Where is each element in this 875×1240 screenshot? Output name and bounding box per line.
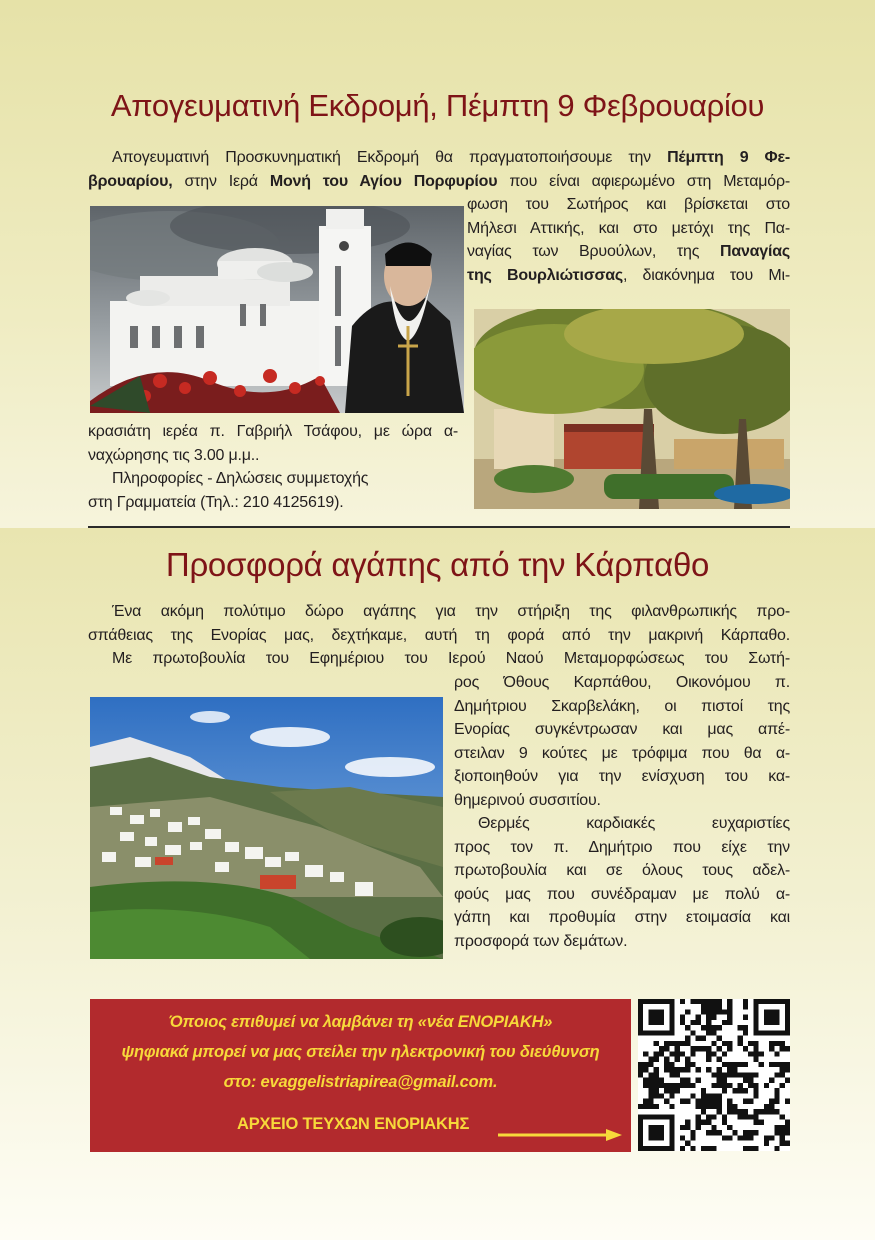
karpathos-village-photo: [90, 697, 443, 959]
text-line: προσφορά των δεμάτων.: [454, 932, 628, 950]
monastery-photo: [90, 206, 464, 413]
text-line: βρουαρίου, στην Ιερά Μονή του Αγίου Πορφυρίου που είναι αφιερωμένο στη Μεταμόρ-: [88, 172, 790, 190]
text-line: ξιοποιηθούν για την ενίσχυση του κα-: [454, 768, 790, 785]
arrow-right-icon[interactable]: [498, 1127, 622, 1143]
text-line: προς τον π. Δημήτριο που είχε την: [454, 838, 790, 856]
banner-line-2: ψηφιακά μπορεί να μας στείλει την ηλεκτρονική του διεύθυνση: [121, 1043, 600, 1061]
text-line: Πληροφορίες - Δηλώσεις συμμετοχής: [112, 470, 369, 487]
section1-intro: [88, 146, 790, 193]
text-line: στη Γραμματεία (Τηλ.: 210 4125619).: [88, 493, 344, 511]
text-line: ναχώρησης τις 3.00 μ.μ..: [88, 446, 260, 464]
text-line: Δημήτριου Σκαρβελάκη, οι πιστοί της: [454, 697, 790, 715]
text-line: θημερινού συσσιτίου.: [454, 791, 601, 809]
text-line: φούς μας που συνέδραμαν με πολύ α-: [454, 885, 790, 903]
text-line: Ενορίας συγκέντρωσαν και μας απέ-: [454, 721, 790, 738]
text-line: γάπη και προθυμία στην ετοιμασία και: [454, 909, 790, 926]
text-line: Μήλεσι Αττικής, και στο μετόχι της Πα-: [467, 219, 790, 237]
section2-right-column: [454, 671, 790, 953]
text-line: Θερμές καρδιακές ευχαριστίες: [478, 815, 790, 832]
archive-link[interactable]: ΑΡΧΕΙΟ ΤΕΥΧΩΝ ΕΝΟΡΙΑΚΗΣ: [237, 1115, 470, 1133]
text-line: πρωτοβουλία και σε όλους τους αδελ-: [454, 862, 790, 879]
banner-email[interactable]: στο: evaggelistriapirea@gmail.com.: [223, 1073, 498, 1091]
section1-title: Απογευματινή Εκδρομή, Πέμπτη 9 Φεβρουαρίου: [110, 88, 765, 123]
courtyard-photo: [474, 309, 790, 509]
text-line: ναγίας των Βρυούλων, της Παναγίας: [467, 243, 790, 260]
newsletter-banner: [90, 999, 631, 1152]
text-line: σπάθειας της Ενορίας μας, δεχτήκαμε, αυτή τη φορά από την μακρινή Κάρπαθο.: [88, 626, 790, 644]
text-line: στειλαν 9 κούτες με τρόφιμα που θα α-: [454, 744, 790, 762]
text-line: ρος Όθους Καρπάθου, Οικονόμου π.: [454, 674, 790, 691]
section2-intro: [88, 600, 790, 671]
text-line: Απογευματινή Προσκυνηματική Εκδρομή θα πραγματοποιήσουμε την Πέμπτη 9 Φε-: [112, 149, 790, 166]
section1-left-tail: [88, 420, 458, 514]
qr-code-icon[interactable]: [638, 999, 790, 1151]
text-line: κρασιάτη ιερέα π. Γαβριήλ Τσάφου, με ώρα α-: [88, 423, 458, 440]
text-line: Ένα ακόμη πολύτιμο δώρο αγάπης για την στήριξη της φιλανθρωπικής προ-: [112, 603, 790, 620]
text-line: της Βουρλιώτισσας, διακόνημα του Μι-: [467, 266, 790, 284]
text-line: Με πρωτοβουλία του Εφημέριου του Ιερού Ναού Μεταμορφώσεως του Σωτή-: [112, 650, 790, 667]
section2-title: Προσφορά αγάπης από την Κάρπαθο: [165, 546, 710, 583]
section1-right-column: [467, 193, 790, 287]
section-divider: [88, 526, 790, 528]
text-line: φωση του Σωτήρος και βρίσκεται στο: [467, 196, 790, 213]
banner-line-1: Όποιος επιθυμεί να λαμβάνει τη «νέα ΕΝΟΡΙΑΚΗ»: [168, 1013, 553, 1031]
